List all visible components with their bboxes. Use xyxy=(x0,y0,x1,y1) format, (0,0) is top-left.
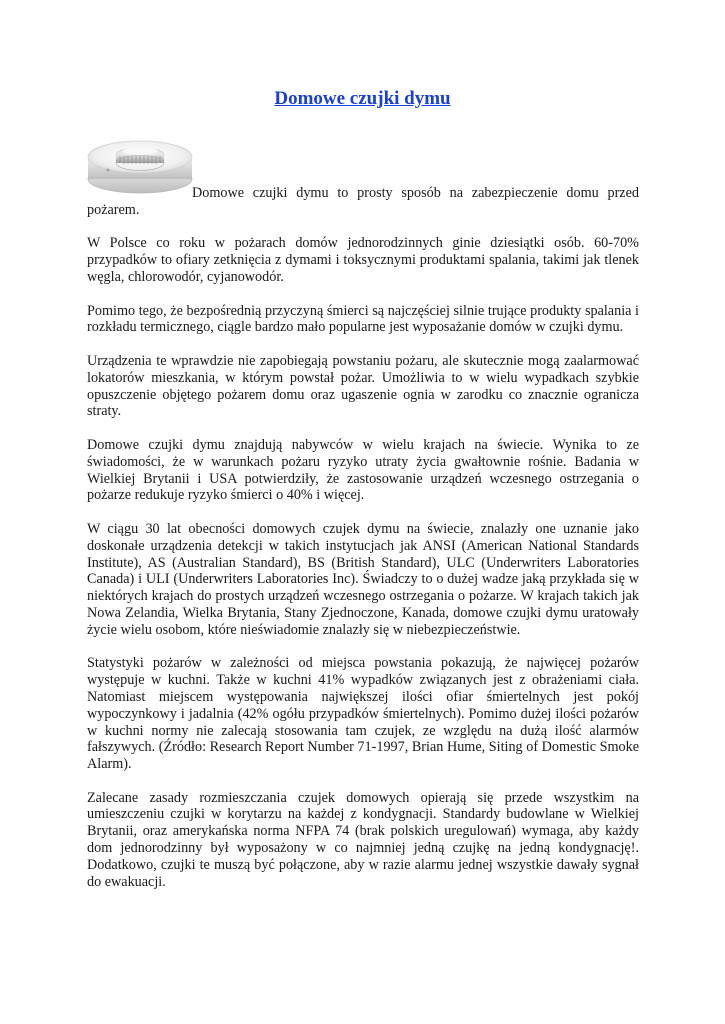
document-title-link[interactable]: Domowe czujki dymu xyxy=(274,88,451,109)
paragraph: Zalecane zasady rozmieszczania czujek domowych opierają się przede wszystkim na umieszczeniu czujki w korytarzu na każdej z kondygnacji. Standardy budowlane w Wielkiej Brytanii, oraz amerykańska norma NFPA 74 (brak polskich uregulowań) wymaga, aby każdy dom jednorodzinny był wyposażony w co najmniej jedną czujkę na jedną kondygnację!. Dodatkowo, czujki te muszą być połączone, aby w razie alarmu jednej wszystkie dawały sygnał do ewakuacji. xyxy=(87,789,639,890)
paragraph: Pomimo tego, że bezpośrednią przyczyną śmierci są najczęściej silnie trujące produkty spalania i rozkładu termicznego, ciągle bardzo mało popularne jest wyposażanie domów w czujki dymu. xyxy=(87,302,639,336)
paragraph: Statystyki pożarów w zależności od miejsca powstania pokazują, że najwięcej pożarów występuje w kuchni. Także w kuchni 41% wypadków związanych jest z obrażeniami ciała. Natomiast miejscem występowania największej ilości ofiar śmiertelnych jest pokój wypoczynkowy i jadalnia (42% ogółu przypadków śmiertelnych). Pomimo dużej ilości pożarów w kuchni normy nie zalecają stosowania tam czujek, ze względu na dużą ilość alarmów fałszywych. (Źródło: Research Report Number 71-1997, Brian Hume, Siting of Domestic Smoke Alarm). xyxy=(87,655,639,773)
intro-paragraph: Domowe czujki dymu to prosty sposób na zabezpieczenie domu przed pożarem. xyxy=(87,185,639,218)
paragraph: W Polsce co roku w pożarach domów jednorodzinnych ginie dziesiątki osób. 60-70% przypadków to ofiary zetknięcia z dymami i toksycznymi produktami spalania, takimi jak tlenek węgla, chlorowodór, cyjanowodór. xyxy=(87,235,639,285)
paragraph: Urządzenia te wprawdzie nie zapobiegają powstaniu pożaru, ale skutecznie mogą zaalarmować lokatorów mieszkania, w którym powstał pożar. Umożliwia to w wielu wypadkach szybkie opuszczenie objętego pożarem domu oraz ugaszenie ognia w zarodku co znacznie ogranicza straty. xyxy=(87,352,639,420)
document-body xyxy=(87,185,639,907)
paragraph: Domowe czujki dymu znajdują nabywców w wielu krajach na świecie. Wynika to ze świadomości, że w warunkach pożaru ryzyko utraty życia gwałtownie rośnie. Badania w Wielkiej Brytanii i USA potwierdziły, że zastosowanie urządzeń wczesnego ostrzegania o pożarze redukuje ryzyko śmierci o 40% i więcej. xyxy=(87,436,639,504)
paragraph: W ciągu 30 lat obecności domowych czujek dymu na świecie, znalazły one uznanie jako doskonałe urządzenia detekcji w takich instytucjach jak ANSI (American National Standards Institute), AS (Australian Standard), BS (British Standard), ULC (Underwriters Laboratories Canada) i ULI (Underwriters Laboratories Inc). Świadczy to o dużej wadze jaką przykłada się w niektórych krajach do prostych urządzeń wczesnego ostrzegania o pożarze. W krajach takich jak Nowa Zelandia, Wielka Brytania, Stany Zjednoczone, Kanada, domowe czujki dymu uratowały życie wielu osobom, które nieświadomie znalazły się w niebezpieczeństwie. xyxy=(87,520,639,638)
